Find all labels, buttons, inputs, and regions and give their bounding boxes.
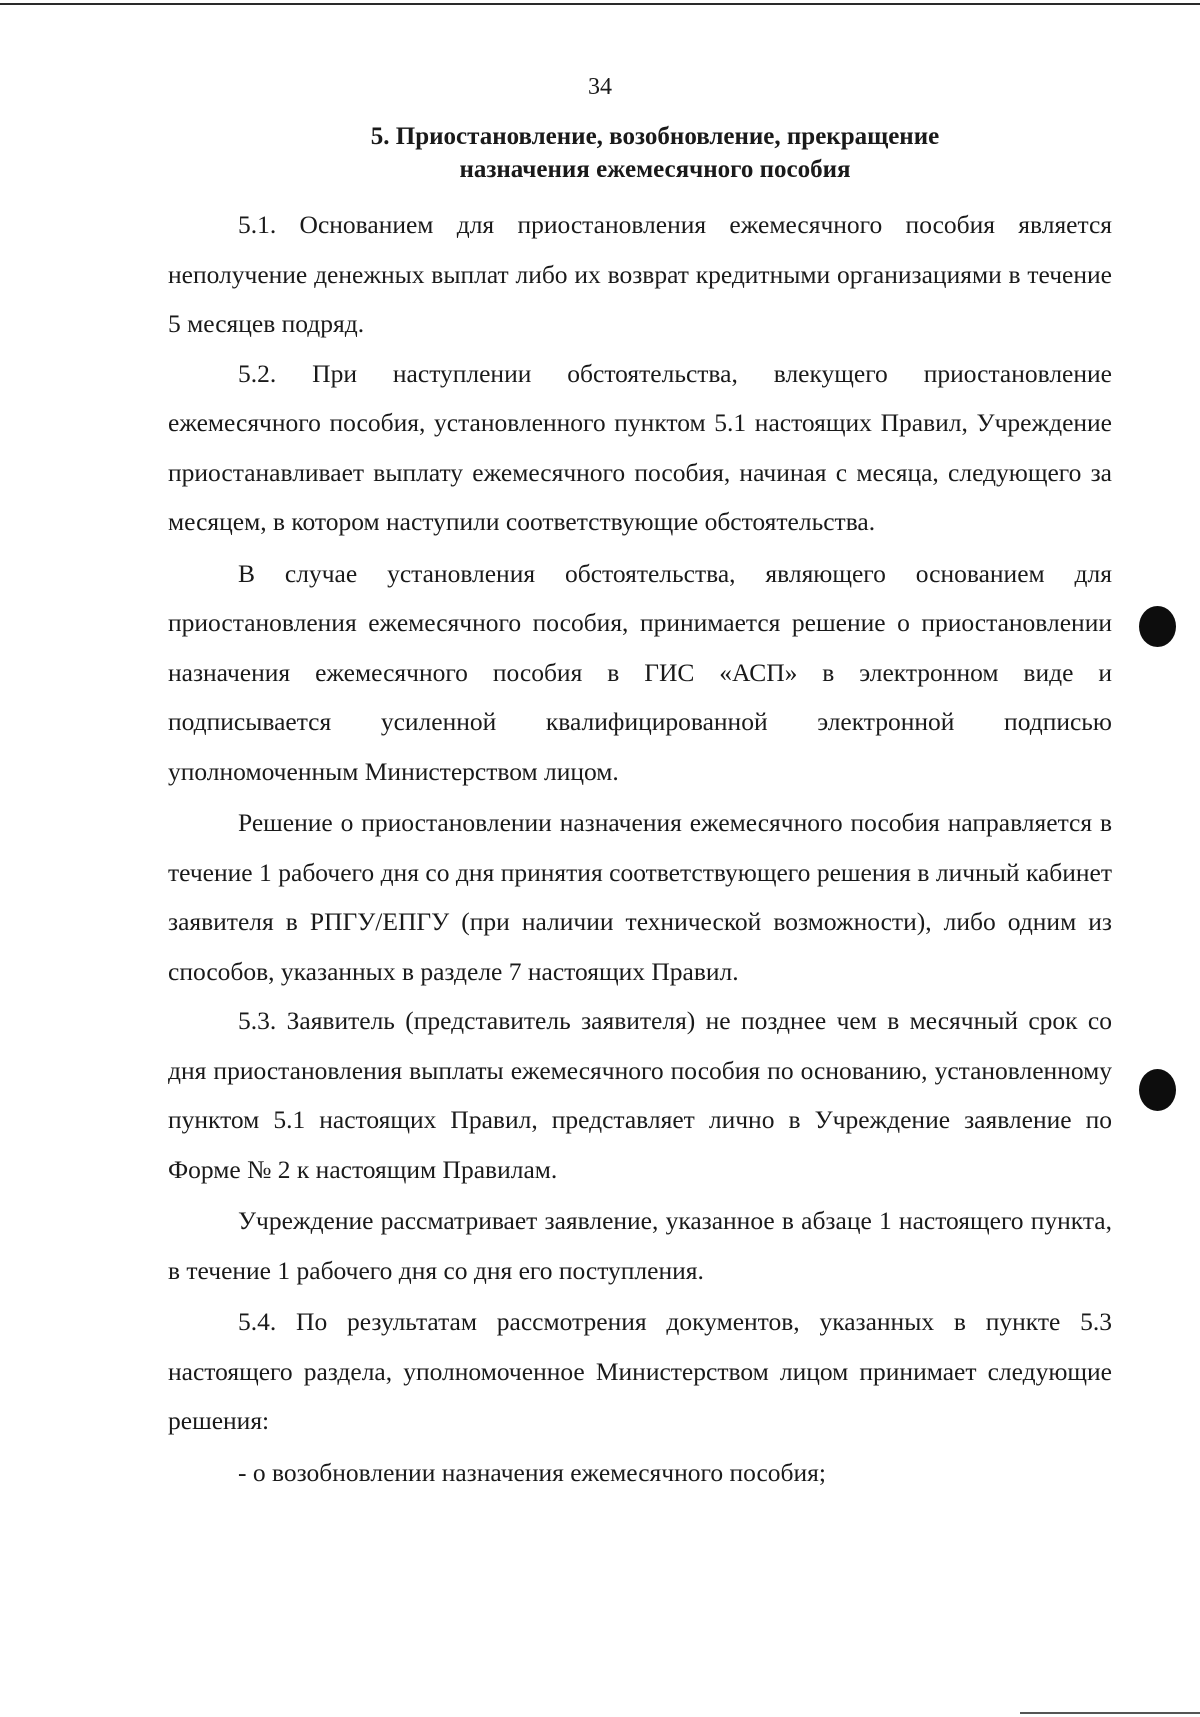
list-item-resume-decision: - о возобновлении назначения ежемесячного пособия; [238, 1457, 826, 1487]
paragraph-5-3: 5.3. Заявитель (представитель заявителя) не позднее чем в месячный срок со дня приостановления выплаты ежемесячного пособия по основанию, установленному пунктом 5.1 настоящих Правил, представляет лично в Учреждение заявление по Форме № 2 к настоящим Правилам. [168, 1006, 1112, 1184]
document-body [168, 200, 1112, 1497]
paragraph-suspension-decision: В случае установления обстоятельства, являющего основанием для приостановления ежемесячного пособия, принимается решение о приостановлении назначения ежемесячного пособия в ГИС «АСП» в электронном виде и подписывается усиленной квалифицированной электронной подписью уполномоченным Министерством лицом. [168, 558, 1112, 786]
section-title-line-1: 5. Приостановление, возобновление, прекращение [370, 123, 940, 150]
scan-top-edge [0, 3, 1200, 5]
punch-hole-mark [1139, 1069, 1176, 1111]
paragraph-decision-delivery: Решение о приостановлении назначения ежемесячного пособия направляется в течение 1 рабочего дня со дня принятия соответствующего решения в личный кабинет заявителя в РПГУ/ЕПГУ (при наличии технической возможности), либо одним из способов, указанных в разделе 7 настоящих Правил. [168, 808, 1112, 986]
paragraph-application-review: Учреждение рассматривает заявление, указанное в абзаце 1 настоящего пункта, в течение 1 рабочего дня со дня его поступления. [168, 1206, 1112, 1285]
punch-hole-mark [1139, 606, 1176, 647]
section-title-line-2: назначения ежемесячного пособия [459, 156, 851, 183]
paragraph-5-1: 5.1. Основанием для приостановления ежемесячного пособия является неполучение денежных выплат либо их возврат кредитными организациями в течение 5 месяцев подряд. [168, 210, 1112, 338]
paragraph-5-2: 5.2. При наступлении обстоятельства, влекущего приостановление ежемесячного пособия, установленного пунктом 5.1 настоящих Правил, Учреждение приостанавливает выплату ежемесячного пособия, начиная с месяца, следующего за месяцем, в котором наступили соответствующие обстоятельства. [168, 358, 1112, 536]
page-number: 34 [588, 74, 612, 100]
section-title [240, 120, 1070, 186]
scan-bottom-edge [1020, 1712, 1200, 1714]
paragraph-5-4: 5.4. По результатам рассмотрения документов, указанных в пункте 5.3 настоящего раздела, уполномоченное Министерством лицом принимает следующие решения: [168, 1307, 1112, 1435]
